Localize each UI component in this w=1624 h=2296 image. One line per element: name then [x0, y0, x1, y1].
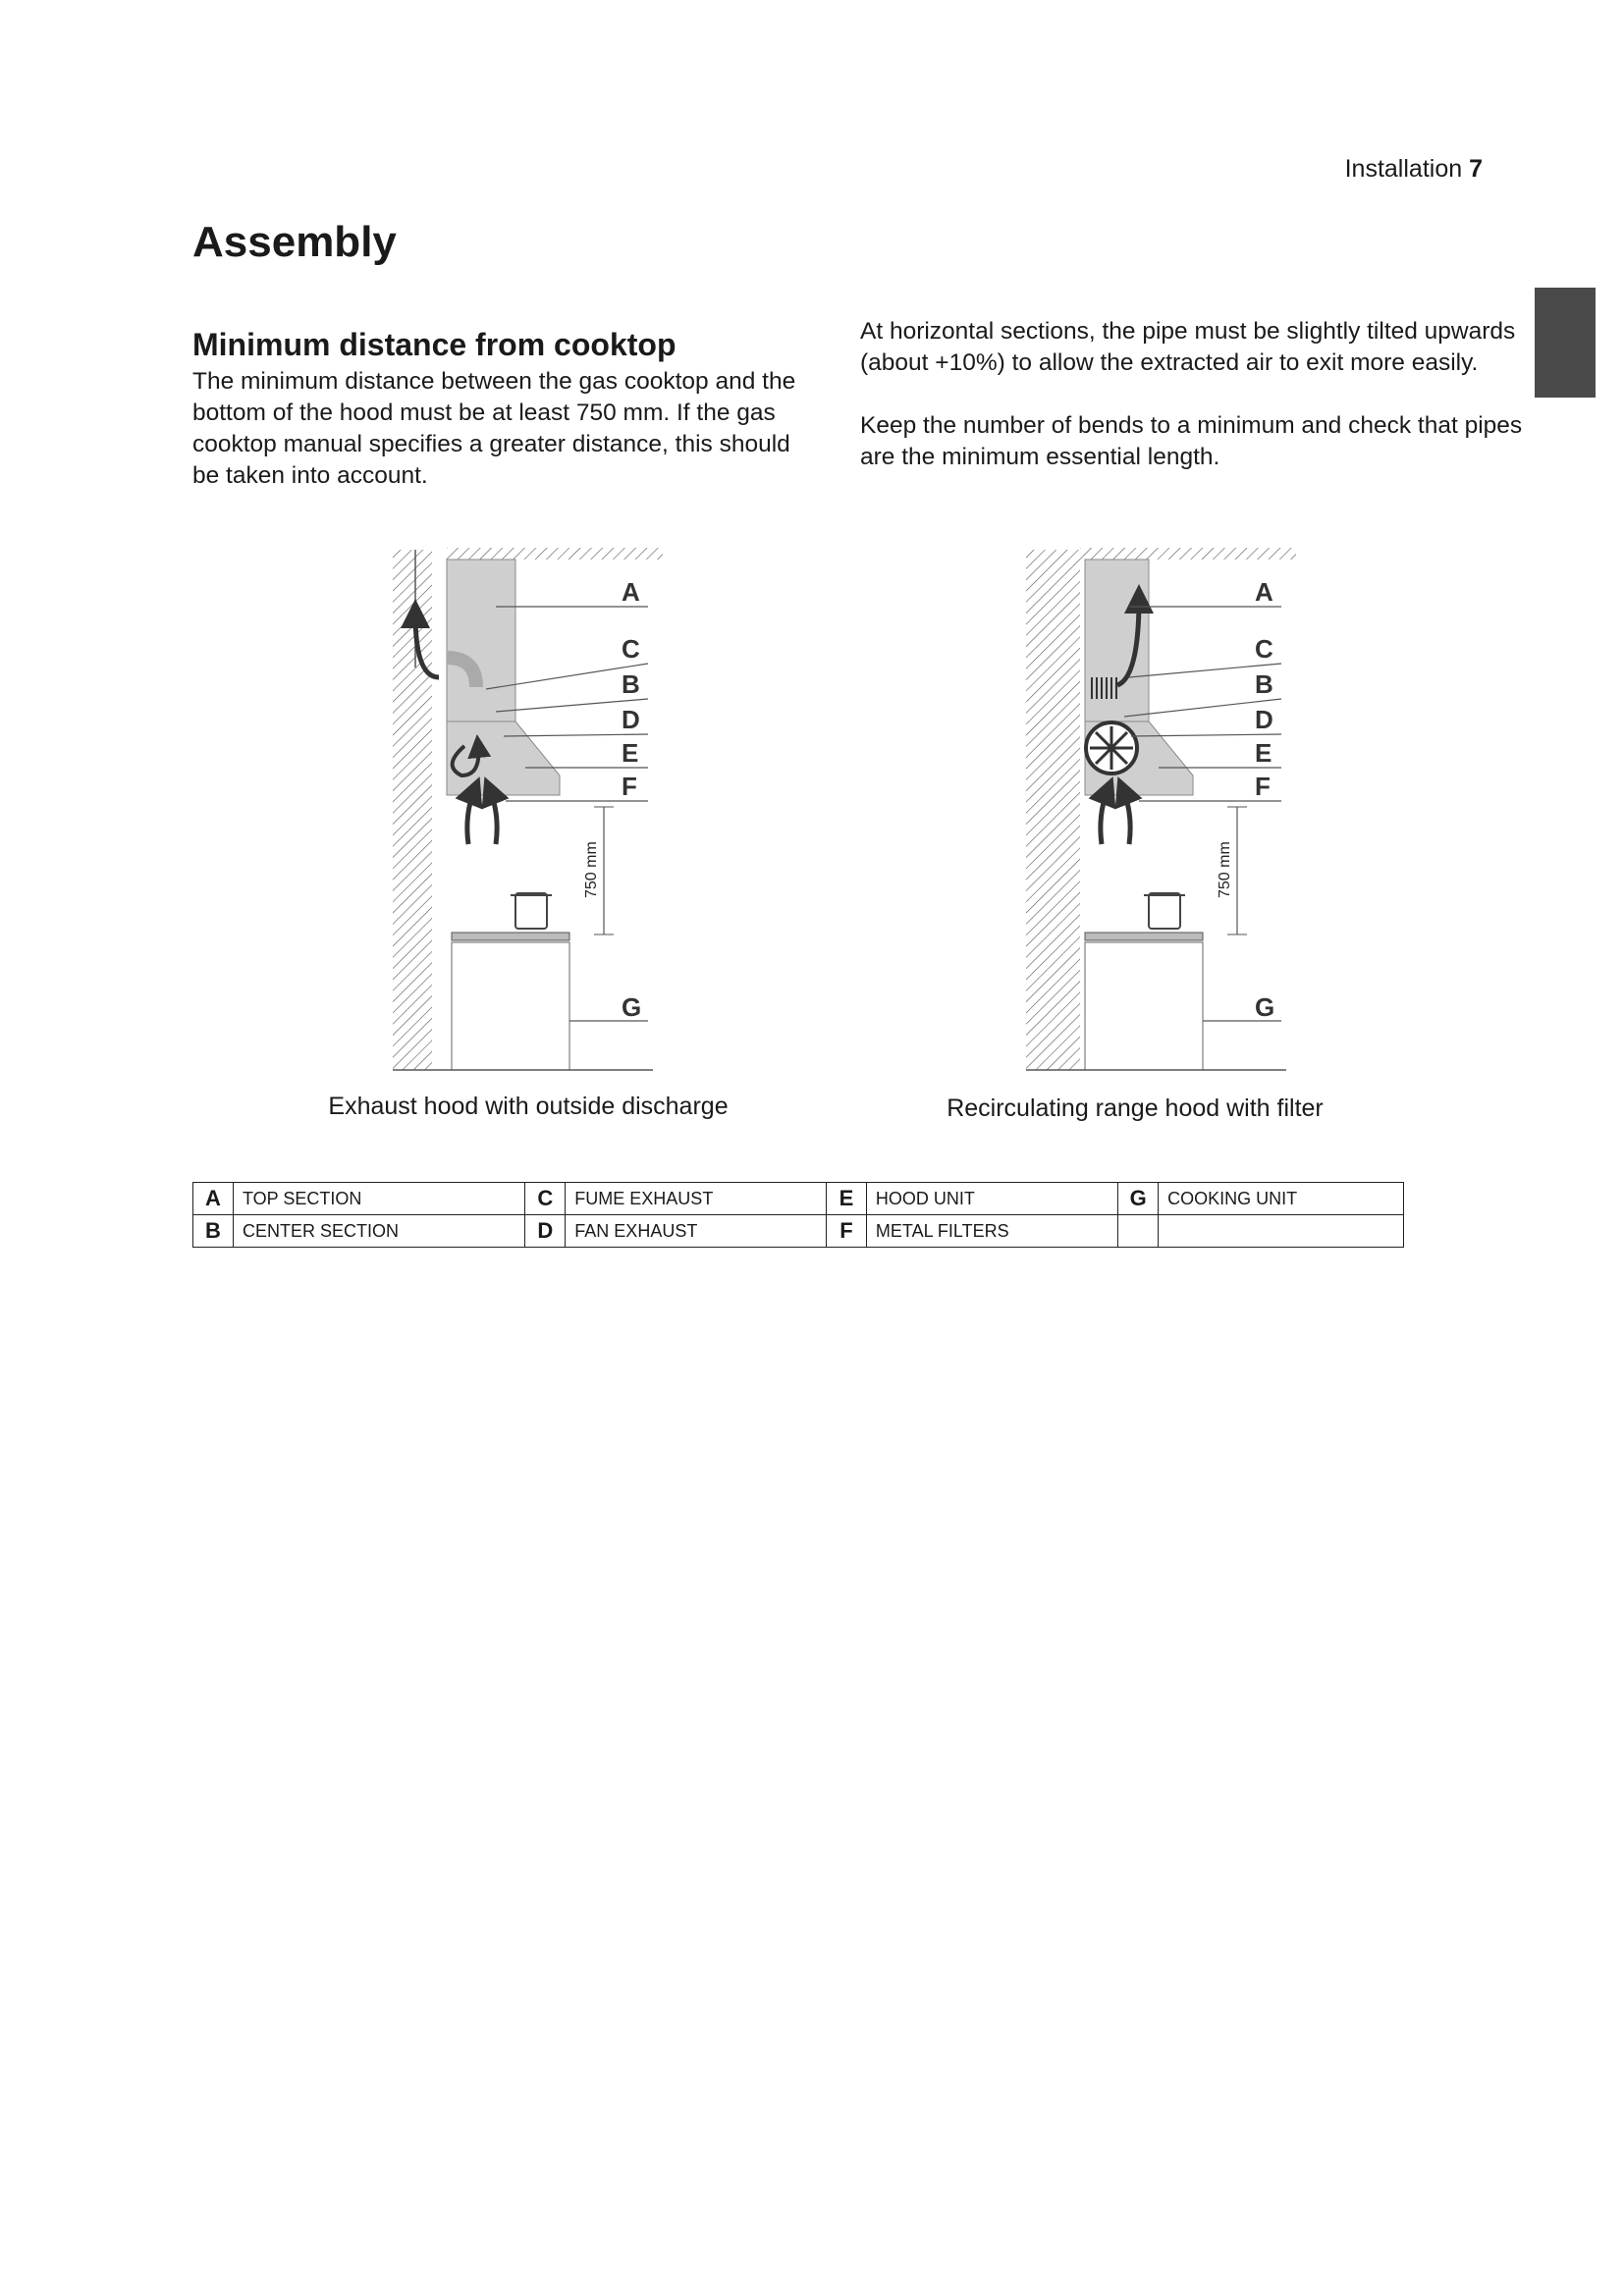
caption-recirculating-hood: Recirculating range hood with filter	[947, 1095, 1324, 1122]
legend-value: FUME EXHAUST	[566, 1183, 827, 1215]
label-e: E	[1255, 738, 1272, 768]
legend-value: HOOD UNIT	[866, 1183, 1117, 1215]
legend-key: B	[193, 1215, 234, 1248]
ceiling-hatch	[1080, 548, 1296, 560]
label-c: C	[622, 634, 640, 664]
bends-text: Keep the number of bends to a minimum and check that pipes are the minimum essential length.	[860, 412, 1523, 470]
legend-key: G	[1118, 1183, 1159, 1215]
label-c: C	[1255, 634, 1273, 664]
hood-body	[447, 721, 560, 795]
ceiling-hatch	[447, 548, 663, 560]
table-row	[193, 1215, 1404, 1248]
wall-hatch	[393, 550, 432, 1070]
page-title: Assembly	[192, 218, 397, 266]
label-f: F	[1255, 772, 1271, 801]
exhaust-hood-diagram	[388, 540, 673, 1080]
header-section: Installation	[1344, 155, 1463, 183]
legend-value: CENTER SECTION	[234, 1215, 525, 1248]
cooking-unit	[1085, 942, 1203, 1070]
label-d: D	[1255, 705, 1273, 734]
recirculating-hood-diagram	[1021, 540, 1306, 1080]
cooking-unit	[452, 942, 569, 1070]
legend-key: E	[826, 1183, 866, 1215]
chimney-top-section	[447, 560, 515, 721]
chapter-tab	[1535, 288, 1596, 398]
table-row	[193, 1183, 1404, 1215]
label-b: B	[1255, 669, 1273, 699]
wall-hatch	[1026, 550, 1080, 1070]
pot-icon	[1149, 893, 1180, 929]
legend-value: COOKING UNIT	[1159, 1183, 1404, 1215]
legend-value: TOP SECTION	[234, 1183, 525, 1215]
legend-value: METAL FILTERS	[866, 1215, 1117, 1248]
legend-value	[1159, 1215, 1404, 1248]
parts-legend-table	[192, 1182, 1404, 1248]
label-a: A	[1255, 577, 1273, 607]
dimension-label: 750 mm	[1217, 841, 1233, 898]
tilt-text: At horizontal sections, the pipe must be slightly tilted upwards (about +10%) to allow the extracted air to exit more easily.	[860, 318, 1516, 376]
section-heading: Minimum distance from cooktop	[192, 327, 677, 362]
label-b: B	[622, 669, 640, 699]
pot-icon	[515, 893, 547, 929]
label-f: F	[622, 772, 637, 801]
legend-key: A	[193, 1183, 234, 1215]
label-d: D	[622, 705, 640, 734]
dimension-label: 750 mm	[583, 841, 600, 898]
legend-key	[1118, 1215, 1159, 1248]
label-a: A	[622, 577, 640, 607]
legend-value: FAN EXHAUST	[566, 1215, 827, 1248]
legend-key: C	[525, 1183, 566, 1215]
label-g: G	[1255, 992, 1275, 1022]
label-g: G	[622, 992, 642, 1022]
caption-exhaust-hood: Exhaust hood with outside discharge	[328, 1093, 729, 1120]
page-header	[1237, 155, 1483, 184]
page-number: 7	[1469, 155, 1483, 183]
label-e: E	[622, 738, 639, 768]
legend-key: D	[525, 1215, 566, 1248]
legend-key: F	[826, 1215, 866, 1248]
min-distance-text: The minimum distance between the gas cooktop and the bottom of the hood must be at least 750 mm. If the gas cooktop manual specifies a greater distance, this should be taken into account.	[192, 368, 796, 489]
